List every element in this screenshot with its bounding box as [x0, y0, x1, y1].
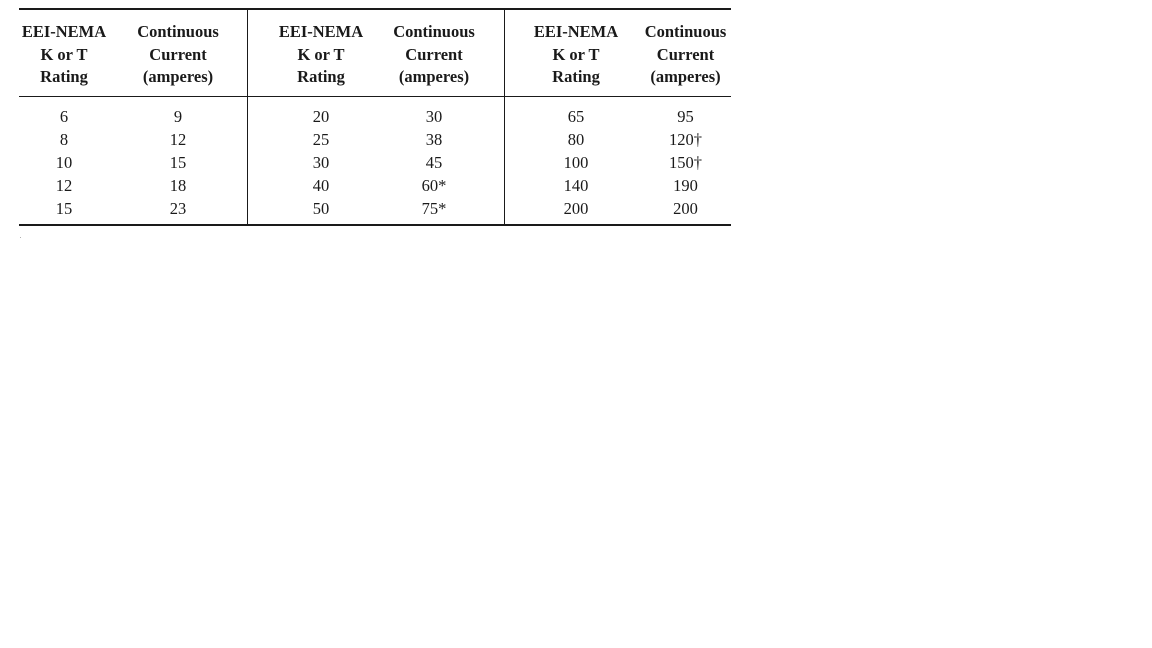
- table-cell: 6: [59, 107, 69, 126]
- table-cell: 25: [312, 130, 330, 149]
- table-cell: 200: [563, 199, 589, 218]
- header-rule: [505, 96, 731, 97]
- header-rule: [19, 96, 247, 97]
- table-cell: 60*: [421, 176, 447, 195]
- table-cell: 18: [169, 176, 187, 195]
- rating-column: [19, 10, 109, 224]
- table-cell: 40: [312, 176, 330, 195]
- current-header: Continuous Current (amperes): [393, 22, 475, 86]
- fuse-rating-table: [19, 8, 731, 226]
- current-cells: [639, 105, 732, 220]
- table-cell: 10: [55, 153, 73, 172]
- rating-cells: [19, 105, 109, 220]
- table-cell: 140: [563, 176, 589, 195]
- table-cell: 9: [173, 107, 183, 126]
- table-cell: 100: [563, 153, 589, 172]
- header-rule: [248, 96, 504, 97]
- table-cell: 30: [425, 107, 443, 126]
- table-cell: 38: [425, 130, 443, 149]
- table-cell: 12: [169, 130, 187, 149]
- column-group-1: [19, 10, 247, 224]
- table-cell: 45: [425, 153, 443, 172]
- current-header: Continuous Current (amperes): [644, 22, 727, 86]
- table-cell: 20: [312, 107, 330, 126]
- current-cells: [129, 105, 227, 220]
- table-cell: 15: [55, 199, 73, 218]
- column-group-3: [504, 10, 731, 224]
- rating-header: EEI-NEMA K or T Rating: [533, 22, 619, 86]
- table-cell: 75*: [421, 199, 447, 218]
- rating-column: [276, 10, 366, 224]
- current-column: [639, 10, 732, 224]
- current-column: [129, 10, 227, 224]
- table-cell: 150†: [669, 153, 702, 172]
- scan-speck: [20, 237, 21, 238]
- rating-header: EEI-NEMA K or T Rating: [278, 22, 364, 86]
- table-cell: 80: [567, 130, 585, 149]
- table-cell: 12: [55, 176, 73, 195]
- current-cells: [385, 105, 483, 220]
- table-cell: 50: [312, 199, 330, 218]
- table-cell: 120†: [669, 130, 702, 149]
- table-cell: 65: [567, 107, 585, 126]
- table-cell: 30: [312, 153, 330, 172]
- table-cell: 15: [169, 153, 187, 172]
- rating-header: EEI-NEMA K or T Rating: [21, 22, 107, 86]
- table-cell: 8: [59, 130, 69, 149]
- table-cell: 200: [673, 199, 698, 218]
- table-cell: 23: [169, 199, 187, 218]
- current-column: [385, 10, 483, 224]
- rating-cells: [276, 105, 366, 220]
- table-cell: 95: [677, 107, 694, 126]
- column-group-2: [247, 10, 504, 224]
- rating-cells: [531, 105, 621, 220]
- current-header: Continuous Current (amperes): [137, 22, 219, 86]
- rating-column: [531, 10, 621, 224]
- table-cell: 190: [673, 176, 698, 195]
